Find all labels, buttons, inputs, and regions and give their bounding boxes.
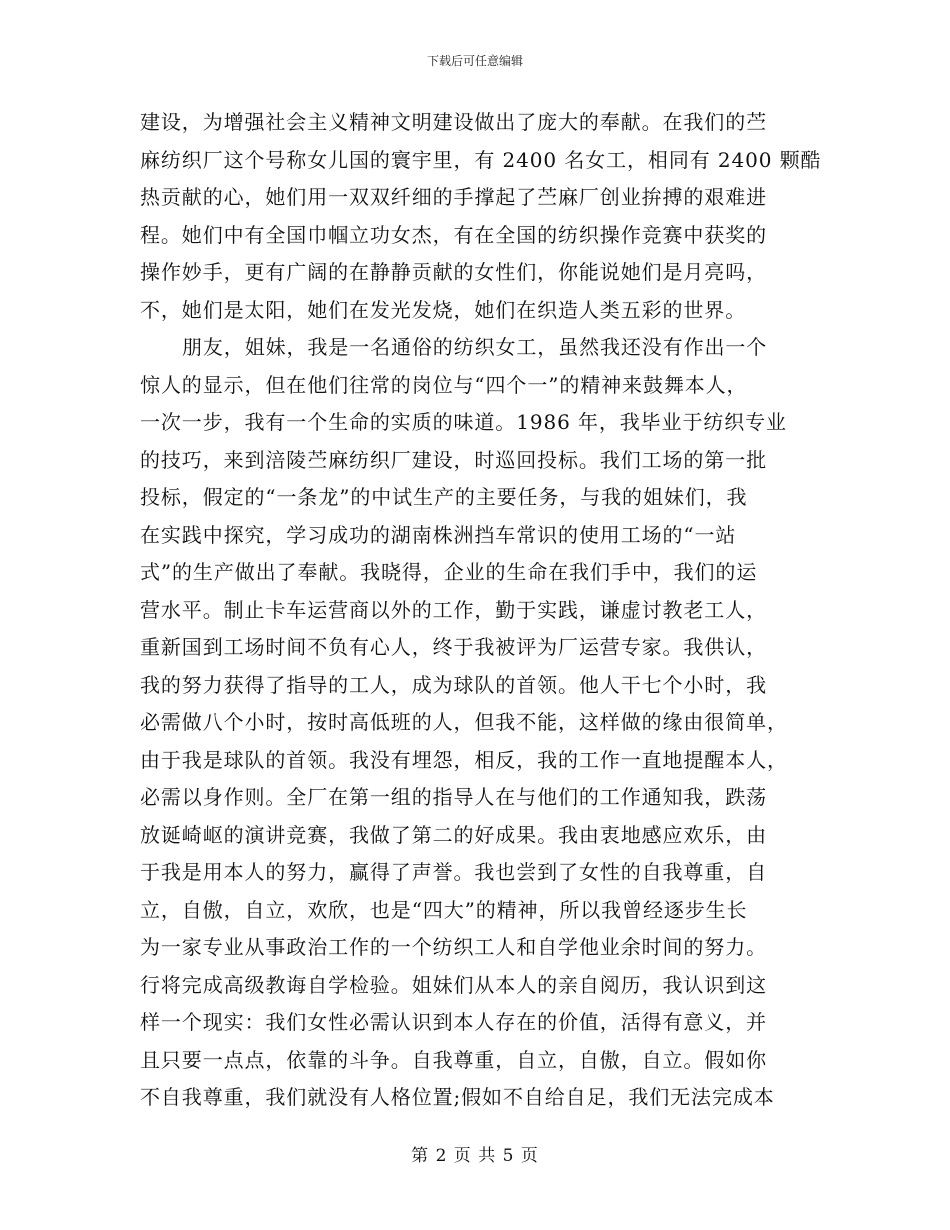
text-line: 立，自傲，自立，欢欣，也是“四大”的精神，所以我曾经逐步生长 [140, 897, 748, 922]
text-line: 必需做八个小时，按时高低班的人，但我不能，这样做的缘由很简单， [140, 710, 788, 734]
text-line: 不自我尊重，我们就没有人格位置;假如不自给自足，我们无法完成本 [140, 1085, 775, 1109]
text-line: 程。她们中有全国巾帼立功女杰，有在全国的纺织操作竞赛中获奖的 [140, 222, 767, 247]
text-line: 于我是用本人的努力，赢得了声誉。我也尝到了女性的自我尊重，自 [140, 860, 767, 884]
text-line: 建设，为增强社会主义精神文明建设做出了庞大的奉献。在我们的苎 [140, 110, 767, 134]
text-line: 且只要一点点，依靠的斗争。自我尊重，自立，自傲，自立。假如你 [140, 1047, 767, 1072]
text-line: 行将完成高级教诲自学检验。姐妹们从本人的亲自阅历，我认识到这 [140, 972, 767, 997]
text-line: 的技巧，来到涪陵苎麻纺织厂建设，时巡回投标。我们工场的第一批 [140, 447, 767, 472]
body-text [140, 104, 822, 1117]
page-header: 下载后可任意编辑 [426, 54, 523, 68]
text-line: 由于我是球队的首领。我没有埋怨，相反，我的工作一直地提醒本人， [140, 747, 788, 772]
text-line: 在实践中探究，学习成功的湖南株洲挡车常识的使用工场的“一站 [140, 522, 737, 547]
paragraph-first-line: 朋友，姐妹，我是一名通俗的纺织女工，虽然我还没有作出一个 [182, 335, 768, 359]
text-line: 样一个现实：我们女性必需认识到本人存在的价值，活得有意义，并 [140, 1010, 767, 1034]
text-line: 投标，假定的“一条龙”的中试生产的主要任务，与我的姐妹们，我 [140, 485, 748, 509]
text-line: 必需以身作则。全厂在第一组的指导人在与他们的工作通知我，跌荡 [140, 785, 767, 809]
text-line: 麻纺织厂这个号称女儿国的寰宇里，有 2400 名女工，相同有 2400 颗酷 [140, 147, 822, 172]
text-line: 营水平。制止卡车运营商以外的工作，勤于实践，谦虚讨教老工人， [140, 597, 767, 622]
text-line: 一次一步，我有一个生命的实质的味道。1986 年，我毕业于纺织专业 [140, 410, 787, 434]
text-line: 重新国到工场时间不负有心人，终于我被评为厂运营专家。我供认， [140, 635, 767, 659]
text-line: 式”的生产做出了奉献。我晓得，企业的生命在我们手中，我们的运 [140, 560, 758, 584]
text-line: 为一家专业从事政治工作的一个纺织工人和自学他业余时间的努力。 [140, 935, 767, 959]
text-line: 热贡献的心，她们用一双双纤细的手撑起了苎麻厂创业拚搏的艰难进 [140, 185, 767, 209]
text-line: 放诞崎岖的演讲竞赛，我做了第二的好成果。我由衷地感应欢乐，由 [140, 822, 767, 847]
text-line: 我的努力获得了指导的工人，成为球队的首领。他人干七个小时，我 [140, 672, 767, 697]
text-line: 操作妙手，更有广阔的在静静贡献的女性们，你能说她们是月亮吗， [140, 260, 767, 284]
text-line: 惊人的显示，但在他们往常的岗位与“四个一”的精神来鼓舞本人， [140, 372, 748, 397]
page-number: 第 2 页 共 5 页 [411, 1146, 539, 1166]
text-line: 不，她们是太阳，她们在发光发烧，她们在织造人类五彩的世界。 [140, 297, 747, 322]
